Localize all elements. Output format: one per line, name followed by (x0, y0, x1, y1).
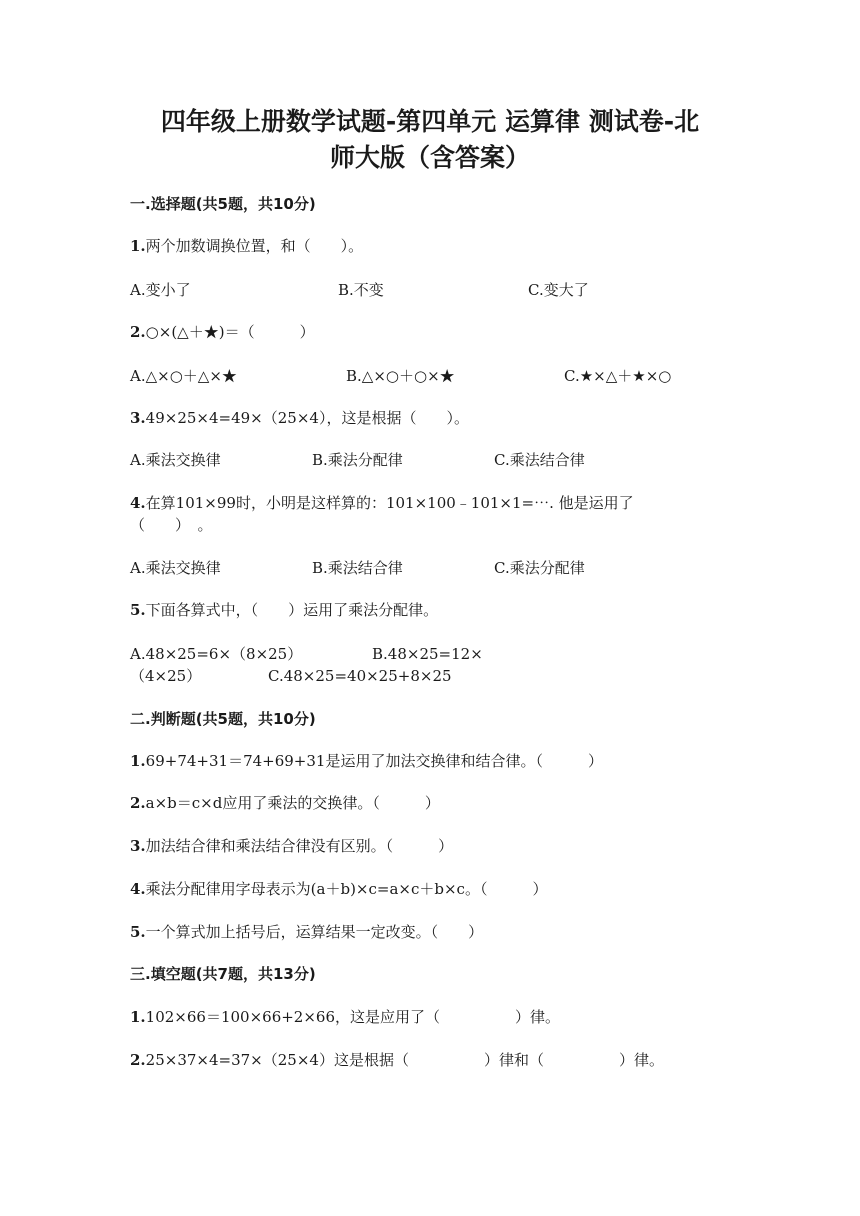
page-title-line-1: 四年级上册数学试题-第四单元 运算律 测试卷-北 (160, 107, 700, 136)
question-text: 102×66＝100×66+2×66，这是应用了（ ）律。 (145, 1008, 561, 1026)
question-judgment-2 (130, 793, 440, 813)
question-number: 5. (130, 923, 146, 941)
question-number: 1. (130, 1008, 146, 1026)
question-text: 一个算式加上括号后，运算结果一定改变。（ ） (145, 923, 484, 941)
option-c: C.乘法分配律 (494, 559, 585, 577)
question-number: 2. (130, 323, 146, 341)
question-fill-1 (130, 1007, 560, 1027)
question-fill-2 (130, 1050, 664, 1070)
question-choice-4 (130, 493, 634, 513)
question-choice-4-continued: （ ） 。 (130, 516, 213, 534)
question-choice-3 (130, 408, 469, 428)
section-heading-fill-in: 三.填空题(共7题，共13分) (130, 965, 316, 983)
question-number: 2. (130, 1051, 146, 1069)
option-a: A.变小了 (130, 281, 191, 299)
question-judgment-1 (130, 751, 603, 771)
question-text: 在算101×99时，小明是这样算的：101×100﹣101×1=⋯. 他是运用了 (145, 494, 634, 512)
question-text: 25×37×4=37×（25×4）这是根据（ ）律和（ ）律。 (145, 1051, 664, 1069)
option-c: C.★×△＋★×○ (564, 367, 672, 385)
question-number: 4. (130, 880, 146, 898)
question-text: 乘法分配律用字母表示为(a＋b)×c=a×c＋b×c。（ ） (145, 880, 548, 898)
question-text: a×b＝c×d应用了乘法的交换律。（ ） (145, 794, 440, 812)
option-a: A.乘法交换律 (130, 559, 221, 577)
question-text: 两个加数调换位置，和（ ）。 (145, 237, 364, 255)
question-number: 1. (130, 752, 146, 770)
question-choice-5 (130, 600, 438, 620)
option-b: B.△×○＋○×★ (346, 367, 455, 385)
page-title-line-2: 师大版（含答案） (329, 143, 530, 172)
section-heading-choice: 一.选择题(共5题，共10分) (130, 195, 316, 213)
question-number: 3. (130, 837, 146, 855)
option-a: A.△×○＋△×★ (130, 367, 237, 385)
question-text: 加法结合律和乘法结合律没有区别。（ ） (145, 837, 454, 855)
option-b: B.乘法分配律 (312, 451, 403, 469)
option-b-continued: （4×25） (130, 667, 202, 685)
option-a: A.乘法交换律 (130, 451, 221, 469)
question-number: 5. (130, 601, 146, 619)
question-number: 4. (130, 494, 146, 512)
question-judgment-5 (130, 922, 483, 942)
question-judgment-3 (130, 836, 453, 856)
option-c: C.48×25=40×25+8×25 (268, 667, 452, 685)
option-b: B.乘法结合律 (312, 559, 403, 577)
option-c: C.变大了 (528, 281, 589, 299)
question-text: 49×25×4=49×（25×4），这是根据（ ）。 (145, 409, 469, 427)
option-b: B.48×25=12× (372, 645, 483, 663)
question-choice-1 (130, 236, 363, 256)
question-number: 2. (130, 794, 146, 812)
question-text: 69+74+31＝74+69+31是运用了加法交换律和结合律。（ ） (145, 752, 603, 770)
question-choice-2 (130, 322, 315, 342)
option-a: A.48×25=6×（8×25） (130, 645, 303, 663)
question-number: 3. (130, 409, 146, 427)
option-b: B.不变 (338, 281, 384, 299)
question-judgment-4 (130, 879, 547, 899)
question-text: 下面各算式中，（ ）运用了乘法分配律。 (145, 601, 439, 619)
option-c: C.乘法结合律 (494, 451, 585, 469)
question-number: 1. (130, 237, 146, 255)
question-text: ○×(△＋★)＝（ ） (145, 323, 315, 341)
section-heading-judgment: 二.判断题(共5题，共10分) (130, 710, 316, 728)
